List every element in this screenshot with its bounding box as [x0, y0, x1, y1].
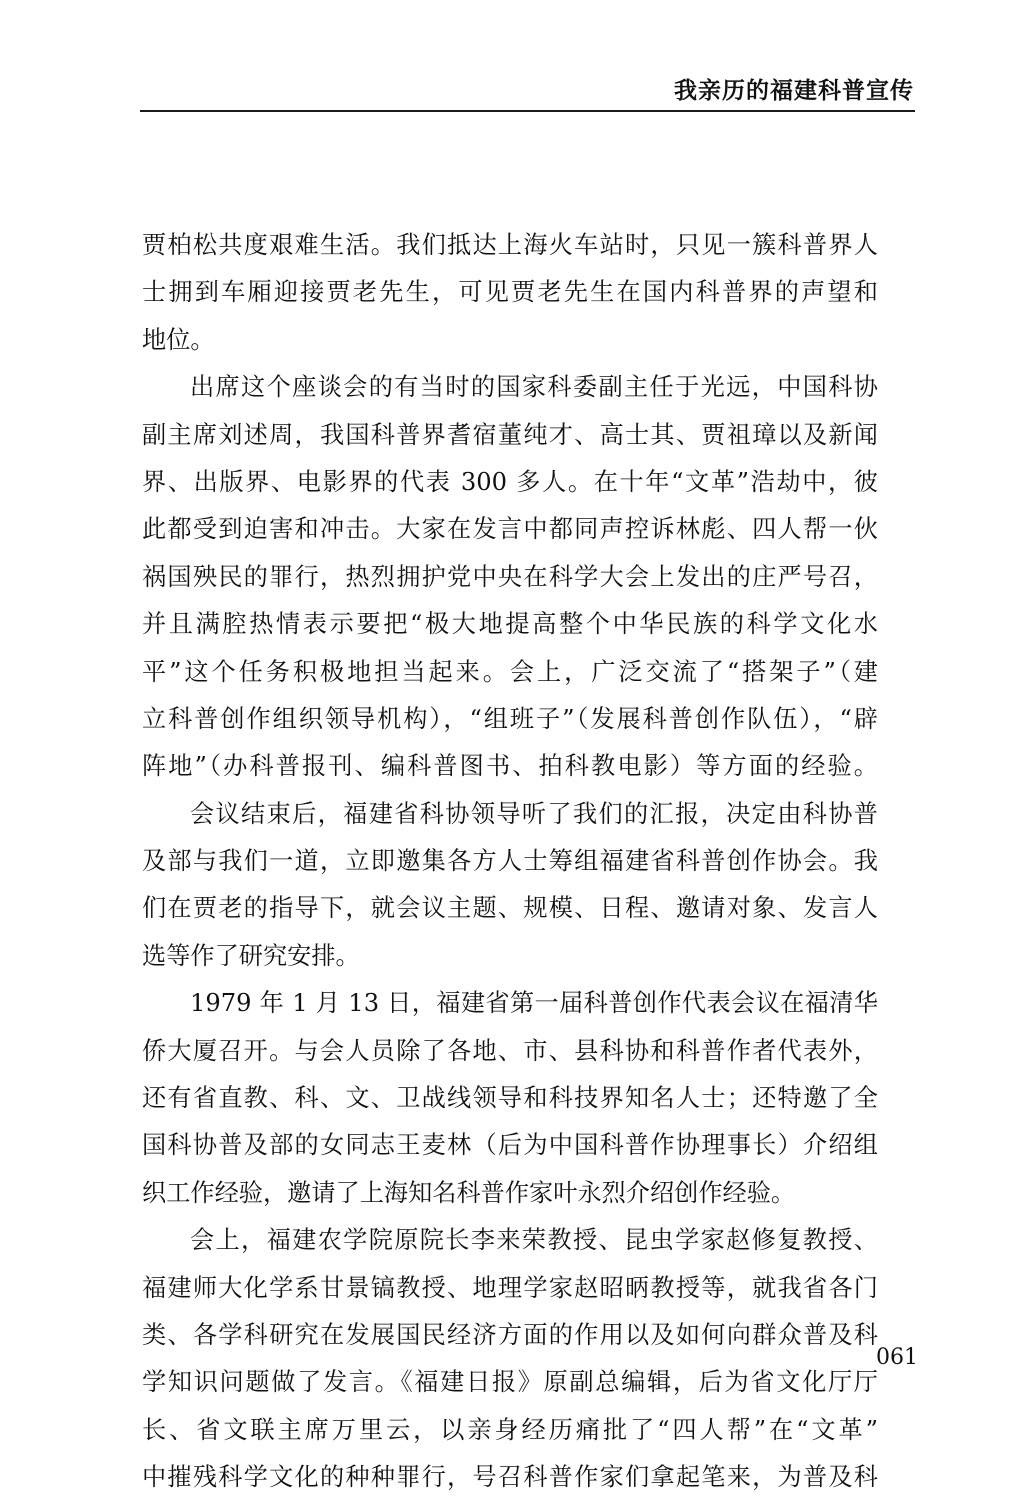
text-line: 此都受到迫害和冲击。大家在发言中都同声控诉林彪、四人帮一伙 [142, 515, 878, 544]
text-line: 侨大厦召开。与会人员除了各地、市、县科协和科普作者代表外， [142, 1036, 878, 1065]
text-line: 及部与我们一道，立即邀集各方人士筹组福建省科普创作协会。我 [142, 847, 878, 876]
text-line: 平”这个任务积极地担当起来。会上，广泛交流了“搭架子”（建 [142, 657, 878, 686]
text-line: 选等作了研究安排。 [142, 941, 360, 970]
text-line: 类、各学科研究在发展国民经济方面的作用以及如何向群众普及科 [142, 1320, 878, 1349]
text-line: 国科协普及部的女同志王麦林（后为中国科普作协理事长）介绍组 [142, 1131, 878, 1160]
text-line: 士拥到车厢迎接贾老先生，可见贾老先生在国内科普界的声望和 [142, 278, 878, 307]
text-line: 福建师大化学系甘景镐教授、地理学家赵昭昞教授等，就我省各门 [142, 1273, 878, 1302]
text-line: 立科普创作组织领导机构），“组班子”（发展科普创作队伍），“辟 [142, 704, 878, 733]
text-line: 中摧残科学文化的种种罪行，号召科普作家们拿起笔来，为普及科 [142, 1463, 878, 1492]
page-number: 061 [876, 1345, 918, 1370]
text-line: 界、出版界、电影界的代表 300 多人。在十年“文革”浩劫中，彼 [142, 467, 878, 496]
text-line: 1979 年 1 月 13 日，福建省第一届科普创作代表会议在福清华 [190, 989, 878, 1018]
body-text [142, 222, 878, 1502]
text-line: 出席这个座谈会的有当时的国家科委副主任于光远，中国科协 [190, 373, 878, 402]
text-line: 并且满腔热情表示要把“极大地提高整个中华民族的科学文化水 [142, 610, 878, 639]
text-line: 织工作经验，邀请了上海知名科普作家叶永烈介绍创作经验。 [142, 1178, 796, 1207]
text-line: 贾柏松共度艰难生活。我们抵达上海火车站时，只见一簇科普界人 [142, 231, 878, 259]
text-line: 学知识问题做了发言。《福建日报》原副总编辑，后为省文化厅厅 [142, 1368, 878, 1397]
text-line: 副主席刘述周，我国科普界耆宿董纯才、高士其、贾祖璋以及新闻 [142, 420, 878, 449]
text-line: 长、省文联主席万里云，以亲身经历痛批了“四人帮”在“文革” [142, 1415, 878, 1444]
text-line: 祸国殃民的罪行，热烈拥护党中央在科学大会上发出的庄严号召， [142, 562, 878, 591]
running-header-title: 我亲历的福建科普宣传 [674, 77, 914, 104]
text-line: 会议结束后，福建省科协领导听了我们的汇报，决定由科协普 [190, 799, 878, 828]
text-line: 地位。 [142, 325, 215, 354]
header-rule [140, 110, 915, 112]
text-line: 还有省直教、科、文、卫战线领导和科技界知名人士；还特邀了全 [142, 1084, 878, 1113]
text-line: 会上，福建农学院原院长李来荣教授、昆虫学家赵修复教授、 [190, 1226, 878, 1255]
text-line: 阵地”（办科普报刊、编科普图书、拍科教电影）等方面的经验。 [142, 752, 878, 781]
text-line: 们在贾老的指导下，就会议主题、规模、日程、邀请对象、发言人 [142, 894, 878, 923]
